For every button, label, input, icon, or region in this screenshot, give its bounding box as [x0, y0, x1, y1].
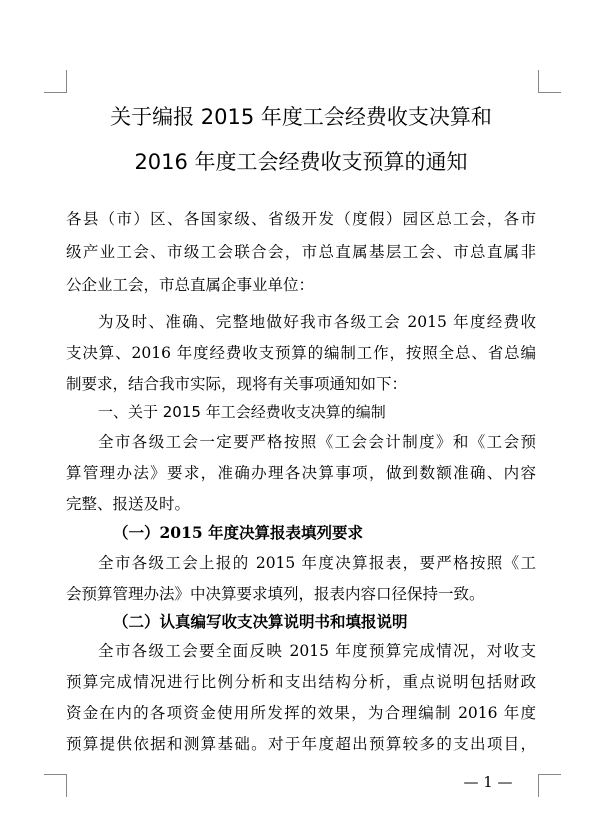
intro-line: 为及时、准确、完整地做好我市各级工会 2015 年度经费收 [98, 313, 536, 331]
crop-mark-bottom-right [538, 774, 561, 797]
crop-mark-top-right [538, 70, 561, 93]
intro-line: 支决算、2016 年度经费收支预算的编制工作，按照全总、省总编 [66, 344, 536, 362]
subsection-2-paragraph-line: 预算提供依据和测算基础。对于年度超出预算较多的支出项目， [66, 735, 536, 753]
subsection-2-paragraph-line: 全市各级工会要全面反映 2015 年度预算完成情况，对收支 [98, 642, 536, 660]
intro-line: 制要求，结合我市实际，现将有关事项通知如下： [66, 375, 408, 393]
subsection-2-paragraph-line: 资金在内的各项资金使用所发挥的效果，为合理编制 2016 年度 [66, 704, 536, 722]
recipients-line: 各县（市）区、各国家级、省级开发（度假）园区总工会，各市 [66, 210, 536, 228]
crop-mark-bottom-left [44, 774, 67, 797]
crop-mark-top-left [44, 70, 67, 93]
recipients-line: 级产业工会、市级工会联合会，市总直属基层工会、市总直属非 [66, 243, 536, 261]
section-1-paragraph-line: 全市各级工会一定要严格按照《工会会计制度》和《工会预 [98, 433, 536, 451]
subsection-1-heading: （一）2015 年度决算报表填列要求 [113, 523, 364, 542]
page-number: — 1 — [463, 773, 513, 791]
document-title-line-2: 2016 年度工会经费收支预算的通知 [134, 150, 468, 174]
subsection-2-paragraph-line: 预算完成情况进行比例分析和支出结构分析，重点说明包括财政 [66, 673, 536, 691]
section-1-paragraph-line: 完整、报送及时。 [66, 495, 191, 513]
subsection-1-paragraph-line: 会预算管理办法》中决算要求填列，报表内容口径保持一致。 [66, 585, 485, 603]
subsection-2-heading: （二）认真编写收支决算说明书和填报说明 [113, 612, 408, 631]
subsection-1-paragraph-line: 全市各级工会上报的 2015 年度决算报表，要严格按照《工 [98, 554, 536, 572]
recipients-line: 公企业工会，市总直属企事业单位： [66, 276, 315, 294]
document-title-line-1: 关于编报 2015 年度工会经费收支决算和 [110, 105, 492, 129]
section-1-paragraph-line: 算管理办法》要求，准确办理各决算事项，做到数额准确、内容 [66, 464, 536, 482]
section-1-heading: 一、关于 2015 年工会经费收支决算的编制 [98, 403, 386, 421]
